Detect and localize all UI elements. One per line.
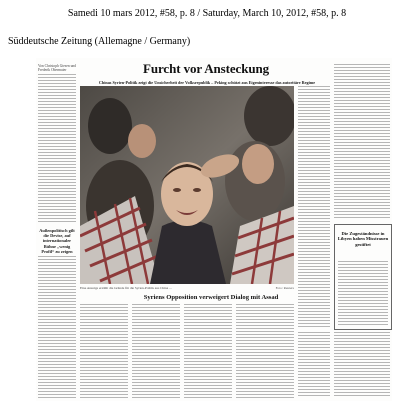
left-body-column-lower xyxy=(38,256,76,398)
left-body-column xyxy=(38,74,76,224)
second-article-column-2 xyxy=(132,304,180,398)
photo-caption: Eine Anzeige erzählt die Gründe für die Syrien-Politik aus China ... xyxy=(80,286,172,290)
second-article-headline: Syriens Opposition verweigert Dialog mit Assad xyxy=(143,294,279,301)
header-source-line: Süddeutsche Zeitung (Allemagne / Germany) xyxy=(8,36,191,47)
article-byline: Von Christoph Giesen und Frederik Obermaier xyxy=(38,64,76,73)
right-body-column-lower xyxy=(298,332,330,398)
right-body-column-3 xyxy=(334,332,390,398)
right-body-column-2 xyxy=(334,64,390,220)
header-date-line: Samedi 10 mars 2012, #58, p. 8 / Saturday, March 10, 2012, #58, p. 8 xyxy=(67,8,347,19)
pull-quote: Außenpolitisch gilt die Devise, auf internationaler Bühne „wenig Profil“ zu zeigen xyxy=(39,228,75,254)
article-headline: Furcht vor Ansteckung xyxy=(143,61,269,76)
second-article-column-3 xyxy=(184,304,232,398)
second-article-column-4 xyxy=(236,304,294,398)
sidebar-box xyxy=(334,224,392,330)
photo-credit: Foto: Reuters xyxy=(275,286,294,290)
newspaper-page-scan xyxy=(36,58,392,401)
crowd-photo-illustration xyxy=(80,86,294,284)
article-deck: Chinas Syrien-Politik zeigt die Unsicherheit der Volksrepublik – Peking schützt aus Eigeninteresse das autoritäre Regime xyxy=(98,80,316,85)
sidebar-body xyxy=(338,261,388,325)
right-body-column xyxy=(298,86,330,328)
second-article-column-1 xyxy=(80,304,128,398)
news-photo xyxy=(80,86,294,284)
sidebar-title: Die Zugeständnisse in Libyen haben Misstrauen gestiftet xyxy=(337,231,389,247)
